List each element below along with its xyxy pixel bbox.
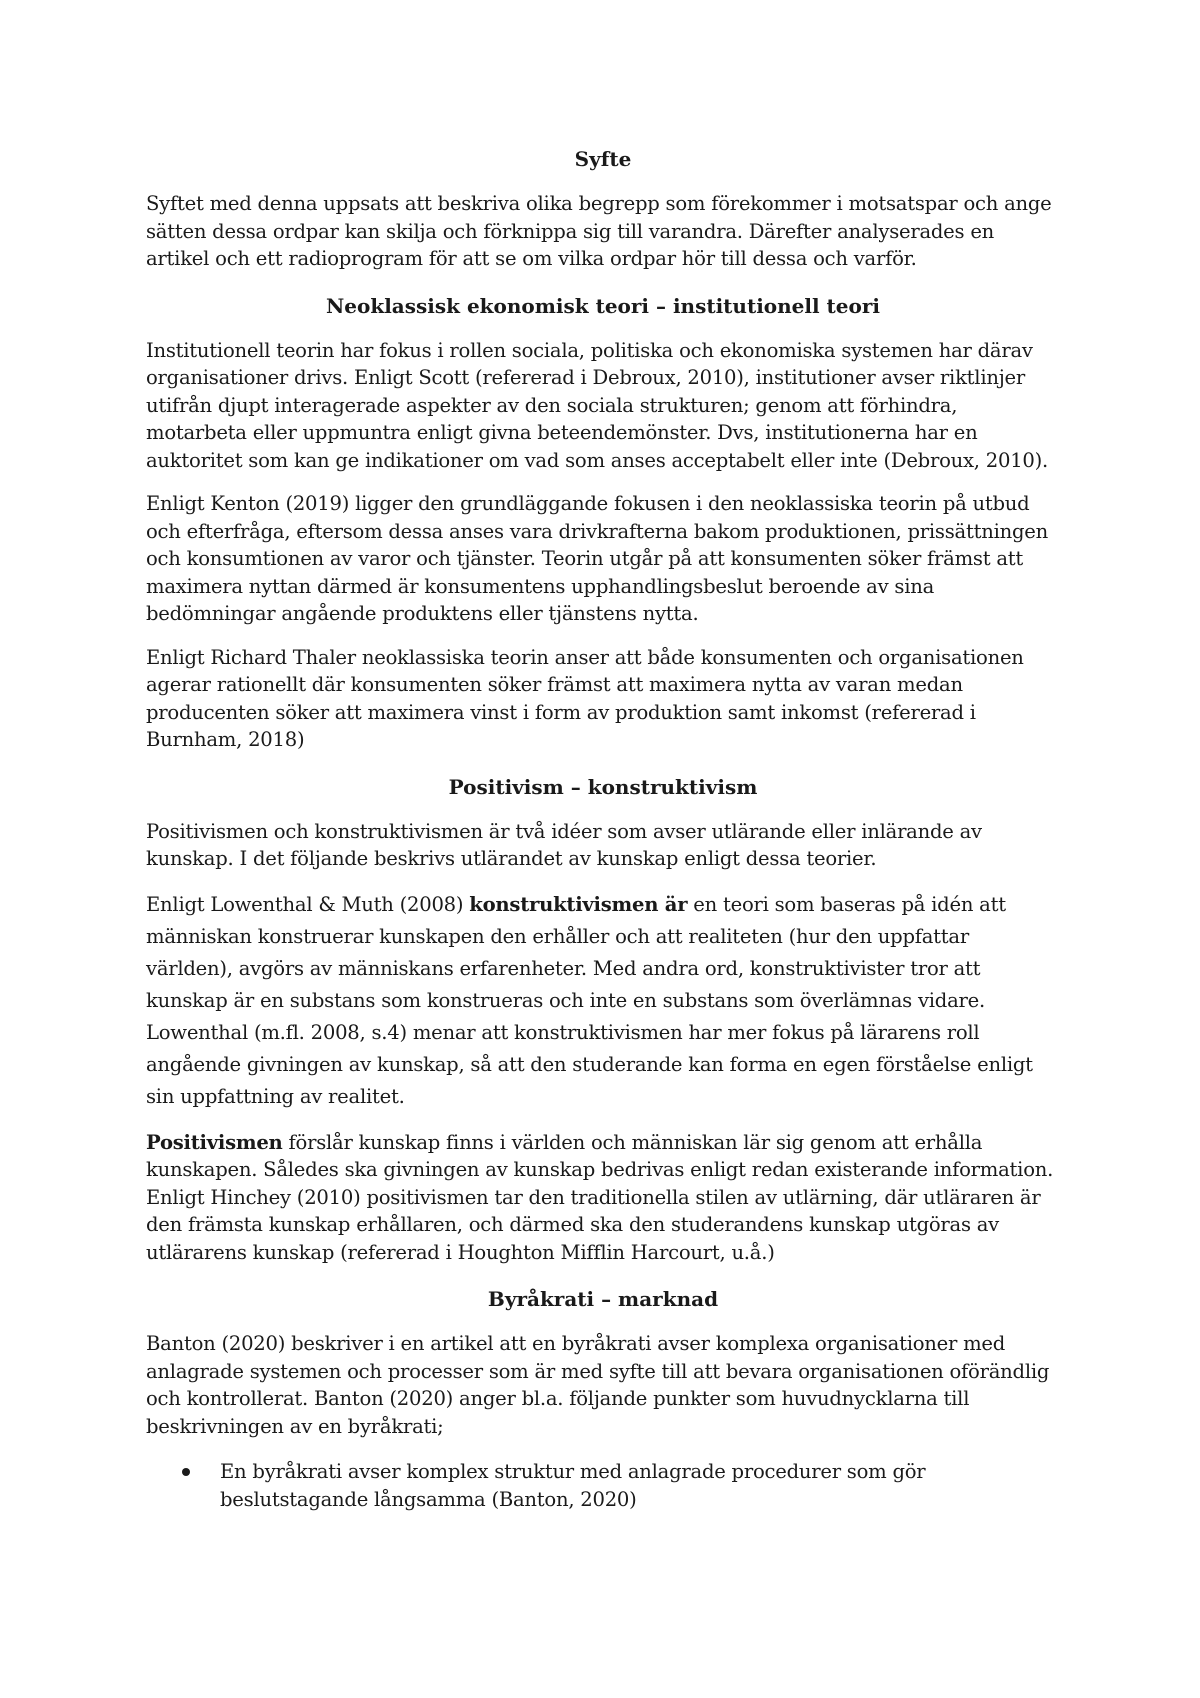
paragraph-positivism-intro: Positivismen och konstruktivismen är två idéer som avser utlärande eller inlärande av kunskap. I det följande beskrivs utlärandet av kunskap enligt dessa teorier. <box>146 819 982 870</box>
konstruktivism-text-post: en teori som baseras på idén att människan konstruerar kunskapen den erhåller och att realiteten (hur den uppfattar världen), avgörs av människans erfarenheter. Med andra ord, konstruktivister tror att kunskap är en substans som konstrueras och inte en substans som överlämnas vidare. Lowenthal (m.fl. 2008, s.4) menar att konstruktivismen har mer fokus på lärarens roll angående givningen av kunskap, så att den studerande kan forma en egen förståelse enligt sin uppfattning av realitet. <box>146 892 1033 1108</box>
paragraph-institutionell: Institutionell teorin har fokus i rollen sociala, politiska och ekonomiska systemen har därav organisationer drivs. Enligt Scott (refererad i Debroux, 2010), institutioner avser riktlinjer utifrån djupt interagerade aspekter av den sociala strukturen; genom att förhindra, motarbeta eller uppmuntra enligt givna beteendemönster. Dvs, institutionerna har en auktoritet som kan ge indikationer om vad som anses acceptabelt eller inte (Debroux, 2010). <box>146 338 1048 472</box>
bullet-icon <box>182 1468 190 1476</box>
bullet-list <box>146 1458 1060 1513</box>
konstruktivism-term: konstruktivismen är <box>469 892 688 916</box>
paragraph-syfte: Syftet med denna uppsats att beskriva olika begrepp som förekommer i motsatspar och ange sätten dessa ordpar kan skilja och förknippa sig till varandra. Därefter analyserades en artikel och ett radioprogram för att se om vilka ordpar hör till dessa och varför. <box>146 192 1052 270</box>
paragraph-positivismen <box>146 1129 1060 1267</box>
paragraph-thaler: Enligt Richard Thaler neoklassiska teorin anser att både konsumenten och organisationen agerar rationellt där konsumenten söker främst att maximera nytta av varan medan producenten söker att maximera vinst i form av produktion samt inkomst (refererad i Burnham, 2018) <box>146 645 1024 751</box>
list-item-text: En byråkrati avser komplex struktur med anlagrade procedurer som gör beslutstagande långsamma (Banton, 2020) <box>220 1460 926 1511</box>
paragraph-banton: Banton (2020) beskriver i en artikel att en byråkrati avser komplexa organisationer med anlagrade systemen och processer som är med syfte till att bevara organisationen oförändlig och kontrollerat. Banton (2020) anger bl.a. följande punkter som huvudnycklarna till beskrivningen av en byråkrati; <box>146 1332 1050 1438</box>
konstruktivism-text-pre: Enligt Lowenthal & Muth (2008) <box>146 892 470 916</box>
heading-byrakrati: Byråkrati – marknad <box>487 1287 719 1311</box>
heading-neoklassisk: Neoklassisk ekonomisk teori – institutionell teori <box>325 293 880 318</box>
positivismen-text: förslår kunskap finns i världen och människan lär sig genom att erhålla kunskapen. Således ska givningen av kunskap bedrivas enligt redan existerande information. Enligt Hinchey (2010) positivismen tar den traditionella stilen av utlärning, där utläraren är den främsta kunskap erhållaren, och därmed ska den studerandens kunskap utgöras av utlärarens kunskap (refererad i Houghton Mifflin Harcourt, u.å.) <box>146 1130 1054 1264</box>
heading-positivism: Positivism – konstruktivism <box>448 774 758 799</box>
list-item <box>146 1458 1060 1513</box>
positivismen-term: Positivismen <box>146 1130 283 1154</box>
heading-syfte: Syfte <box>574 147 632 171</box>
paragraph-konstruktivism <box>146 889 1060 1113</box>
paragraph-kenton: Enligt Kenton (2019) ligger den grundläggande fokusen i den neoklassiska teorin på utbud och efterfråga, eftersom dessa anses vara drivkrafterna bakom produktionen, prissättningen och konsumtionen av varor och tjänster. Teorin utgår på att konsumenten söker främst att maximera nyttan därmed är konsumentens upphandlingsbeslut beroende av sina bedömningar angående produktens eller tjänstens nytta. <box>146 492 1048 625</box>
